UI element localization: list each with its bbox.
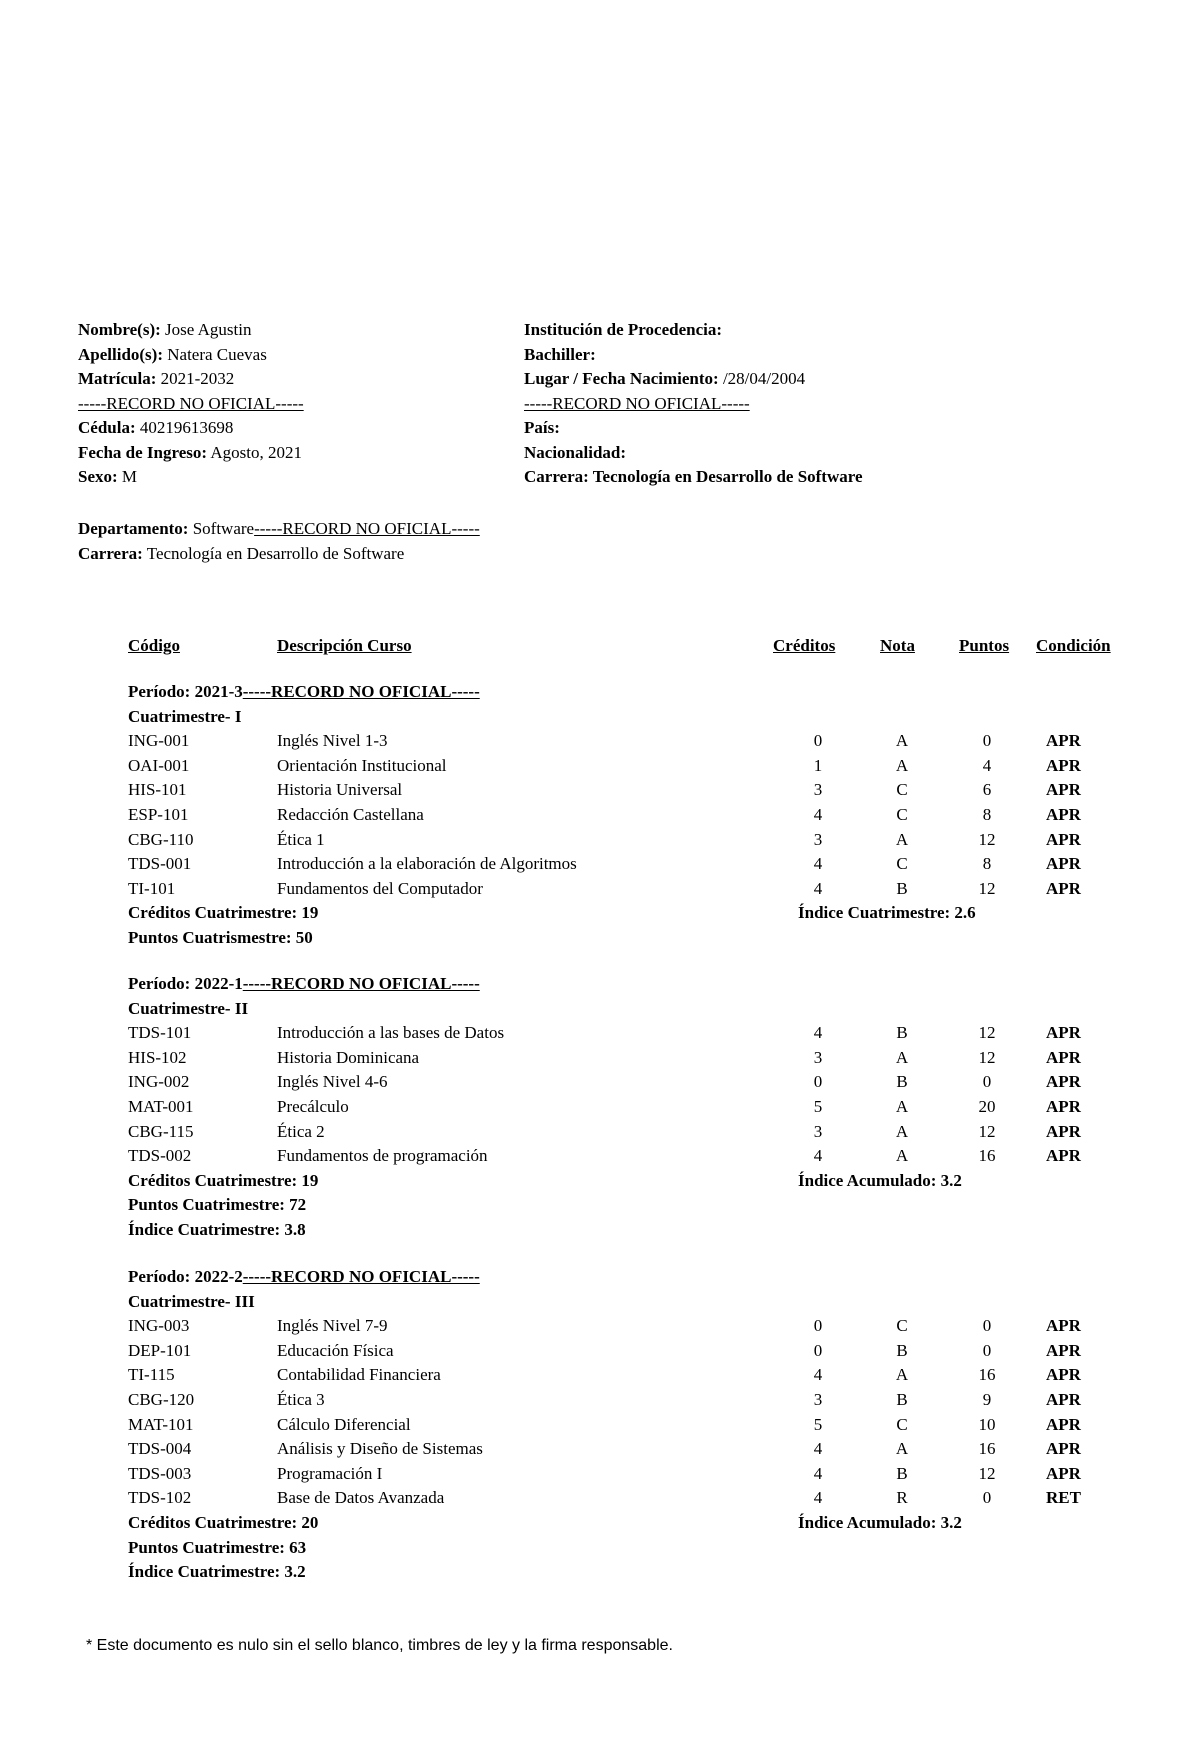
- course-code: ING-001: [128, 731, 190, 751]
- course-code: OAI-001: [128, 755, 190, 775]
- watermark-record: -----RECORD NO OFICIAL-----: [242, 682, 480, 701]
- period-label: Período: 2021-3: [128, 682, 243, 701]
- course-condition: RET: [1046, 1488, 1081, 1508]
- period-label: Período: 2022-2: [128, 1267, 243, 1286]
- course-description: Historia Universal: [277, 780, 403, 800]
- course-code: HIS-102: [128, 1047, 187, 1067]
- term-summary: [128, 926, 1128, 951]
- course-credits: 0: [813, 1072, 823, 1092]
- header-code: Código: [128, 636, 180, 655]
- department-line: Departamento: Software-----RECORD NO OFICIAL-----: [78, 519, 480, 538]
- course-row: [128, 754, 1128, 779]
- course-condition: APR: [1046, 1389, 1081, 1409]
- course-credits: 5: [813, 1096, 823, 1116]
- header-credits: Créditos: [773, 636, 836, 655]
- period-title: [128, 972, 1128, 997]
- summary-left: Créditos Cuatrimestre: 19: [128, 903, 319, 923]
- course-code: DEP-101: [128, 1340, 192, 1360]
- course-grade: B: [896, 878, 908, 898]
- course-credits: 4: [813, 1365, 823, 1385]
- course-description: Contabilidad Financiera: [277, 1365, 441, 1385]
- course-points: 0: [982, 1488, 992, 1508]
- info-nacionalidad: Nacionalidad:: [524, 442, 627, 462]
- course-credits: 4: [813, 1463, 823, 1483]
- course-condition: APR: [1046, 1047, 1081, 1067]
- student-info-right: [524, 318, 863, 490]
- term-summary: [128, 1511, 1128, 1536]
- course-description: Análisis y Diseño de Sistemas: [277, 1439, 483, 1459]
- term-label: [128, 705, 1128, 730]
- course-row: [128, 729, 1128, 754]
- summary-right: Índice Acumulado: 3.2: [798, 1512, 962, 1532]
- header-description: Descripción Curso: [277, 636, 412, 655]
- course-condition: APR: [1046, 1365, 1081, 1385]
- course-condition: APR: [1046, 1023, 1081, 1043]
- course-row: [128, 1462, 1128, 1487]
- course-code: TDS-004: [128, 1439, 192, 1459]
- course-condition: APR: [1046, 780, 1081, 800]
- course-condition: APR: [1046, 731, 1081, 751]
- course-description: Introducción a la elaboración de Algoritmos: [277, 854, 577, 874]
- course-grade: A: [895, 829, 909, 849]
- term-summary: [128, 1536, 1128, 1561]
- course-code: CBG-120: [128, 1389, 195, 1409]
- course-row: [128, 1314, 1128, 1339]
- course-grade: A: [895, 1121, 909, 1141]
- course-credits: 4: [813, 1488, 823, 1508]
- course-points: 12: [978, 829, 996, 849]
- course-code: CBG-115: [128, 1121, 194, 1141]
- course-credits: 5: [813, 1414, 823, 1434]
- term-summary: [128, 1169, 1128, 1194]
- course-condition: APR: [1046, 804, 1081, 824]
- course-code: TI-115: [128, 1365, 175, 1385]
- course-description: Inglés Nivel 1-3: [277, 731, 388, 751]
- course-condition: APR: [1046, 1463, 1081, 1483]
- course-code: ING-003: [128, 1316, 190, 1336]
- term-summary: [128, 1218, 1128, 1243]
- course-row: [128, 1413, 1128, 1438]
- term-summary: [128, 1560, 1128, 1585]
- course-points: 6: [982, 780, 992, 800]
- course-row: [128, 1021, 1128, 1046]
- course-points: 12: [978, 1121, 996, 1141]
- term-summary: [128, 901, 1128, 926]
- course-description: Fundamentos de programación: [277, 1146, 488, 1166]
- summary-left: Índice Cuatrimestre: 3.8: [128, 1219, 306, 1239]
- info-lugar-fecha: Lugar / Fecha Nacimiento: /28/04/2004: [524, 369, 806, 388]
- course-credits: 0: [813, 731, 823, 751]
- course-row: [128, 1095, 1128, 1120]
- course-condition: APR: [1046, 1316, 1081, 1336]
- course-points: 0: [982, 1340, 992, 1360]
- summary-left: Créditos Cuatrimestre: 20: [128, 1512, 319, 1532]
- summary-left: Índice Cuatrimestre: 3.2: [128, 1562, 306, 1582]
- course-points: 0: [982, 1316, 992, 1336]
- header-grade: Nota: [880, 636, 915, 655]
- course-points: 12: [978, 1023, 996, 1043]
- course-description: Cálculo Diferencial: [277, 1414, 411, 1434]
- course-credits: 1: [813, 755, 823, 775]
- course-code: ESP-101: [128, 804, 189, 824]
- period-label: Período: 2022-1: [128, 974, 243, 993]
- course-grade: C: [896, 854, 908, 874]
- course-condition: APR: [1046, 829, 1081, 849]
- course-description: Ética 2: [277, 1121, 325, 1141]
- course-description: Inglés Nivel 7-9: [277, 1316, 388, 1336]
- course-grade: B: [896, 1340, 908, 1360]
- summary-left: Puntos Cuatrimestre: 63: [128, 1537, 307, 1557]
- term-summary: [128, 1193, 1128, 1218]
- course-credits: 4: [813, 1023, 823, 1043]
- course-grade: A: [895, 1146, 909, 1166]
- course-condition: APR: [1046, 854, 1081, 874]
- term-title: Cuatrimestre- III: [128, 1291, 255, 1311]
- course-points: 10: [978, 1414, 996, 1434]
- course-condition: APR: [1046, 1439, 1081, 1459]
- course-code: HIS-101: [128, 780, 187, 800]
- course-points: 9: [982, 1389, 992, 1409]
- course-grade: B: [896, 1463, 908, 1483]
- summary-right: Índice Acumulado: 3.2: [798, 1170, 962, 1190]
- header-condition: Condición: [1036, 636, 1111, 655]
- course-points: 20: [978, 1096, 996, 1116]
- info-sexo: Sexo: M: [78, 467, 138, 486]
- course-condition: APR: [1046, 1340, 1081, 1360]
- course-condition: APR: [1046, 1072, 1081, 1092]
- course-credits: 4: [813, 804, 823, 824]
- course-row: [128, 1388, 1128, 1413]
- course-row: [128, 828, 1128, 853]
- course-description: Historia Dominicana: [277, 1047, 420, 1067]
- course-description: Fundamentos del Computador: [277, 878, 483, 898]
- course-points: 12: [978, 1047, 996, 1067]
- period-title: [128, 1265, 1128, 1290]
- course-description: Inglés Nivel 4-6: [277, 1072, 388, 1092]
- course-code: MAT-101: [128, 1414, 194, 1434]
- course-points: 0: [982, 731, 992, 751]
- summary-left: Puntos Cuatrimestre: 72: [128, 1195, 307, 1215]
- course-credits: 3: [813, 1121, 823, 1141]
- course-credits: 0: [813, 1316, 823, 1336]
- course-description: Base de Datos Avanzada: [277, 1488, 445, 1508]
- term-label: [128, 1290, 1128, 1315]
- course-points: 16: [978, 1365, 996, 1385]
- course-code: TDS-001: [128, 854, 192, 874]
- course-row: [128, 1120, 1128, 1145]
- course-code: TDS-102: [128, 1488, 192, 1508]
- info-bachiller: Bachiller:: [524, 344, 596, 364]
- course-points: 12: [978, 1463, 996, 1483]
- period-block: [128, 1265, 1128, 1585]
- course-code: CBG-110: [128, 829, 194, 849]
- info-pais: País:: [524, 418, 560, 437]
- course-credits: 4: [813, 878, 823, 898]
- watermark-record: -----RECORD NO OFICIAL-----: [524, 393, 750, 413]
- course-row: [128, 803, 1128, 828]
- course-description: Educación Física: [277, 1340, 394, 1360]
- summary-right: Índice Cuatrimestre: 2.6: [798, 903, 976, 923]
- course-grade: C: [896, 1414, 908, 1434]
- term-label: [128, 997, 1128, 1022]
- summary-left: Puntos Cuatrismestre: 50: [128, 927, 313, 947]
- info-apellido: Apellido(s): Natera Cuevas: [78, 344, 267, 364]
- course-condition: APR: [1046, 1121, 1081, 1141]
- period-title: [128, 680, 1128, 705]
- course-grade: C: [896, 780, 908, 800]
- course-description: Redacción Castellana: [277, 804, 424, 824]
- period-block: [128, 680, 1128, 951]
- course-condition: APR: [1046, 878, 1081, 898]
- watermark-record: -----RECORD NO OFICIAL-----: [242, 974, 480, 993]
- course-grade: B: [896, 1389, 908, 1409]
- course-points: 12: [978, 878, 996, 898]
- course-code: TDS-002: [128, 1146, 192, 1166]
- footer-note: * Este documento es nulo sin el sello blanco, timbres de ley y la firma responsable.: [86, 1637, 673, 1654]
- course-points: 16: [978, 1439, 996, 1459]
- course-row: [128, 877, 1128, 902]
- course-row: [128, 1339, 1128, 1364]
- header-points: Puntos: [959, 636, 1010, 655]
- course-points: 8: [982, 804, 992, 824]
- info-matricula: Matrícula: 2021-2032: [78, 369, 235, 388]
- course-description: Precálculo: [277, 1096, 349, 1116]
- course-condition: APR: [1046, 1146, 1081, 1166]
- career-line: Carrera: Tecnología en Desarrollo de Software: [78, 543, 405, 563]
- student-info-left: [78, 318, 304, 490]
- course-points: 16: [978, 1146, 996, 1166]
- course-credits: 3: [813, 829, 823, 849]
- course-condition: APR: [1046, 1414, 1081, 1434]
- course-code: TI-101: [128, 878, 176, 898]
- course-code: MAT-001: [128, 1096, 194, 1116]
- course-code: TDS-101: [128, 1023, 192, 1043]
- course-points: 0: [982, 1072, 992, 1092]
- term-title: Cuatrimestre- I: [128, 706, 242, 726]
- course-row: [128, 1144, 1128, 1169]
- info-nombre: Nombre(s): Jose Agustin: [78, 320, 252, 339]
- course-code: TDS-003: [128, 1463, 192, 1483]
- course-grade: B: [896, 1023, 908, 1043]
- course-credits: 4: [813, 854, 823, 874]
- course-grade: R: [896, 1488, 908, 1508]
- period-block: [128, 972, 1128, 1243]
- course-grade: A: [895, 755, 909, 775]
- course-grade: A: [895, 1096, 909, 1116]
- course-grade: C: [896, 1316, 908, 1336]
- course-credits: 0: [813, 1340, 823, 1360]
- info-fecha-ingreso: Fecha de Ingreso: Agosto, 2021: [78, 442, 302, 462]
- watermark-record: -----RECORD NO OFICIAL-----: [78, 393, 304, 413]
- term-title: Cuatrimestre- II: [128, 998, 249, 1018]
- course-description: Ética 3: [277, 1389, 325, 1409]
- course-row: [128, 1437, 1128, 1462]
- course-description: Introducción a las bases de Datos: [277, 1023, 505, 1043]
- summary-left: Créditos Cuatrimestre: 19: [128, 1170, 319, 1190]
- course-credits: 3: [813, 1047, 823, 1067]
- course-grade: A: [895, 1365, 909, 1385]
- course-credits: 4: [813, 1439, 823, 1459]
- course-points: 4: [982, 755, 992, 775]
- info-cedula: Cédula: 40219613698: [78, 418, 234, 437]
- info-carrera: Carrera: Tecnología en Desarrollo de Software: [524, 467, 863, 486]
- course-credits: 3: [813, 1389, 823, 1409]
- course-row: [128, 1070, 1128, 1095]
- course-code: ING-002: [128, 1072, 190, 1092]
- course-condition: APR: [1046, 755, 1081, 775]
- course-points: 8: [982, 854, 992, 874]
- course-description: Orientación Institucional: [277, 755, 447, 775]
- info-institucion: Institución de Procedencia:: [524, 320, 723, 339]
- course-description: Programación I: [277, 1463, 383, 1483]
- course-credits: 4: [813, 1146, 823, 1166]
- course-condition: APR: [1046, 1096, 1081, 1116]
- course-row: [128, 1046, 1128, 1071]
- course-grade: A: [895, 1047, 909, 1067]
- department-block: [78, 517, 480, 566]
- course-grade: A: [895, 731, 909, 751]
- course-description: Ética 1: [277, 829, 325, 849]
- course-grade: B: [896, 1072, 908, 1092]
- course-grade: A: [895, 1439, 909, 1459]
- course-row: [128, 1363, 1128, 1388]
- course-row: [128, 1486, 1128, 1511]
- course-credits: 3: [813, 780, 823, 800]
- course-grade: C: [896, 804, 908, 824]
- course-row: [128, 778, 1128, 803]
- watermark-record: -----RECORD NO OFICIAL-----: [242, 1267, 480, 1286]
- course-row: [128, 852, 1128, 877]
